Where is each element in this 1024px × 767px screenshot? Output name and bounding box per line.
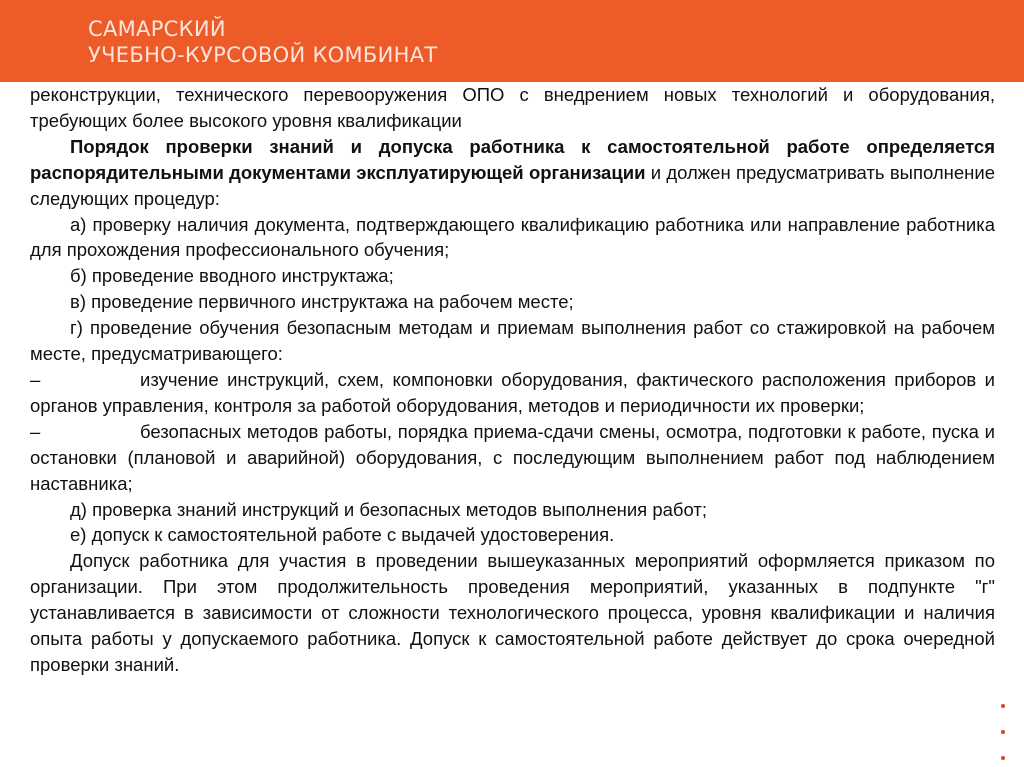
dash-item-1: [30, 367, 995, 419]
procedure-bold-text: Порядок проверки знаний и допуска работника к самостоятельной работе определяется распорядительными документами эксплуатирующей организации: [30, 135, 995, 183]
list-item-b: б) проведение вводного инструктажа;: [70, 265, 394, 287]
list-item-e: е) допуск к самостоятельной работе с выдачей удостоверения.: [70, 524, 615, 546]
list-item-v: в) проведение первичного инструктажа на рабочем месте;: [70, 291, 574, 313]
list-item-d: д) проверка знаний инструкций и безопасных методов выполнения работ;: [70, 498, 707, 520]
list-item-a: а) проверку наличия документа, подтверждающего квалификацию работника или направление работника для прохождения профессионального обучения;: [30, 213, 995, 261]
paragraph-procedure: [30, 134, 995, 212]
dash-item-2: [30, 419, 995, 497]
brand-line-2: УЧЕБНО-КУРСОВОЙ КОМБИНАТ: [88, 43, 438, 67]
dash-item-1-text: изучение инструкций, схем, компоновки оборудования, фактического расположения приборов и органов управления, контроля за работой оборудования, методов и периодичности их проверки;: [30, 368, 995, 416]
header-banner: [0, 0, 1024, 82]
paragraph-continuation: реконструкции, технического перевооружения ОПО с внедрением новых технологий и оборудования, требующих более высокого уровня квалификации: [30, 84, 995, 131]
dash-item-2-text: безопасных методов работы, порядка приема-сдачи смены, осмотра, подготовки к работе, пуска и остановки (плановой и аварийной) оборудования, с последующим выполнением работ под наблюдением наставника;: [30, 420, 995, 494]
brand-line-1: САМАРСКИЙ: [88, 17, 226, 41]
procedure-rest-text: и должен предусматривать выполнение следующих процедур:: [30, 161, 995, 209]
list-item-g: г) проведение обучения безопасным методам и приемам выполнения работ со стажировкой на рабочем месте, предусматривающего:: [30, 317, 995, 365]
dash-mark: –: [30, 420, 41, 442]
dash-mark: –: [30, 368, 41, 390]
decor-dot: [1001, 704, 1005, 708]
brand-logo-text: [88, 16, 438, 68]
document-body: [30, 82, 995, 678]
paragraph-final: Допуск работника для участия в проведении вышеуказанных мероприятий оформляется приказом по организации. При этом продолжительность проведения мероприятий, указанных в подпункте "г" устанавливается в зависимости от сложности технологического процесса, уровня квалификации и наличия опыта работы у допускаемого работника. Допуск к самостоятельной работе действует до срока очередной проверки знаний.: [30, 550, 995, 675]
decor-dot: [1001, 756, 1005, 760]
decor-dot: [1001, 730, 1005, 734]
